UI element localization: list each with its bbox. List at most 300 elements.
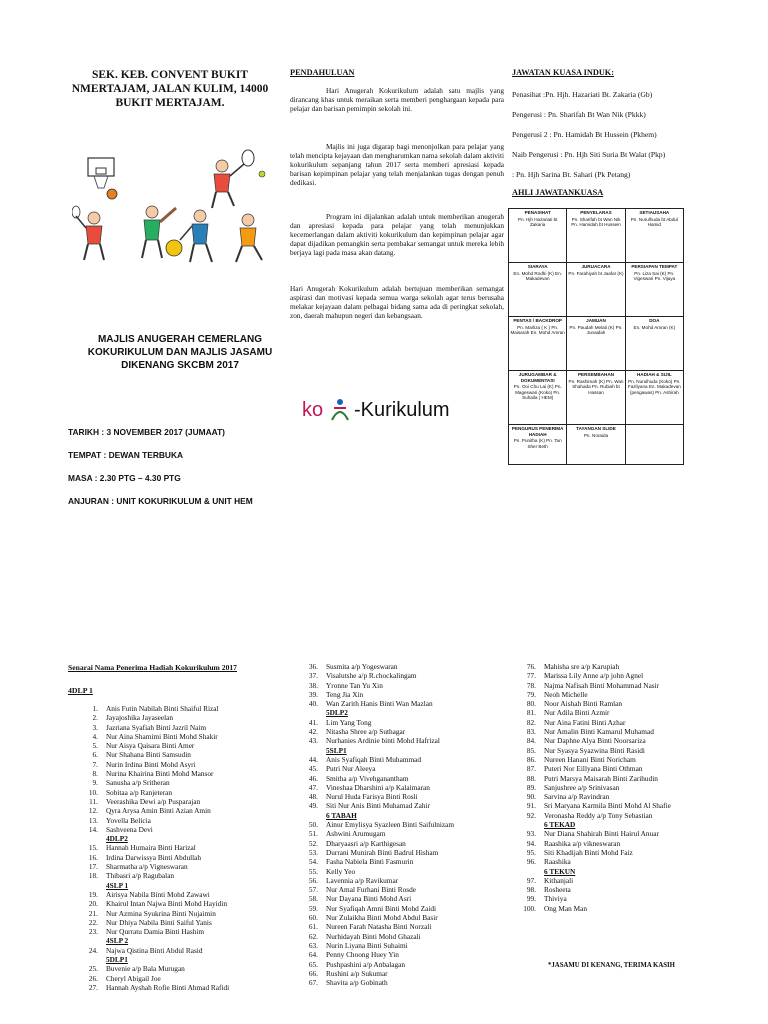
recipient-row bbox=[70, 704, 229, 713]
recipient-name: Nur Dayana Binti Mohd Asri bbox=[326, 894, 412, 904]
recipient-number: 79. bbox=[526, 689, 536, 699]
recipient-row bbox=[508, 894, 671, 903]
event-title-line: MAJLIS ANUGERAH CEMERLANG bbox=[97, 334, 263, 345]
recipient-name: Nurhanies Ardinie binti Mohd Hafrizal bbox=[326, 736, 440, 746]
recipient-number: 90. bbox=[526, 792, 536, 802]
recipient-number: 25. bbox=[88, 964, 98, 974]
recipient-name: Shavita a/p Gobinath bbox=[326, 978, 388, 988]
ajk-role: SIARAYA bbox=[527, 264, 548, 269]
recipient-number: 53. bbox=[308, 847, 318, 857]
event-time: MASA : 2.30 PTG – 4.30 PTG bbox=[68, 473, 181, 483]
recipient-name: Vineshaa Dharshini a/p Kalaimaran bbox=[326, 782, 430, 792]
ajk-role: PENTAS / BACKDROP bbox=[513, 318, 562, 323]
ajk-cell bbox=[567, 209, 625, 263]
recipient-number: 86. bbox=[526, 754, 536, 764]
recipient-name: Yronne Tan Yu Xin bbox=[326, 680, 383, 690]
ajk-cell bbox=[567, 371, 625, 425]
ajk-cell bbox=[567, 263, 625, 317]
recipient-name: Sanjushree a/p Srinivasan bbox=[544, 782, 620, 792]
recipient-name: Nurina Khairina Binti Mohd Mansor bbox=[106, 769, 214, 779]
recipient-row bbox=[70, 778, 229, 787]
recipient-row bbox=[290, 681, 454, 690]
recipient-number bbox=[70, 834, 106, 843]
recipient-number: 67. bbox=[308, 978, 318, 988]
recipient-number: 39. bbox=[308, 689, 318, 699]
recipient-row bbox=[70, 732, 229, 741]
ajk-role: JURUACARA bbox=[581, 264, 611, 269]
recipient-row bbox=[70, 825, 229, 834]
main-committee-heading: JAWATAN KUASA INDUK: bbox=[512, 68, 615, 77]
recipient-name: Nitasha Shree a/p Suthagar bbox=[326, 727, 406, 737]
recipient-name: Veerashika Dewi a/p Pusparajan bbox=[106, 796, 201, 806]
recipients-column-3 bbox=[508, 662, 671, 913]
recipient-row bbox=[290, 932, 454, 941]
group-label: 5SLP1 bbox=[326, 745, 347, 755]
group-label: 4SLP 1 bbox=[106, 880, 129, 890]
recipient-number: 58. bbox=[308, 894, 318, 904]
recipient-row bbox=[508, 774, 671, 783]
group-label: 6 TABAH bbox=[326, 810, 357, 820]
recipient-row bbox=[70, 843, 229, 852]
recipient-name: Nur Amalin Binti Kamarul Muhamad bbox=[544, 727, 654, 737]
recipient-number bbox=[70, 936, 106, 945]
recipient-number: 10. bbox=[88, 787, 98, 797]
group-label: 4SLP 2 bbox=[106, 936, 129, 946]
recipient-row bbox=[70, 983, 229, 992]
recipient-number: 43. bbox=[308, 736, 318, 746]
recipient-row bbox=[508, 755, 671, 764]
recipient-number bbox=[290, 708, 326, 717]
recipient-name: Fasha Nabiela Binti Fasmurin bbox=[326, 857, 414, 867]
recipient-number: 23. bbox=[88, 927, 98, 937]
recipient-name: Sri Maryana Karmila Binti Mohd Al Shafie bbox=[544, 801, 671, 811]
ajk-heading: AHLI JAWATANKUASA bbox=[512, 188, 604, 197]
recipient-row bbox=[290, 736, 454, 745]
recipient-name: Veronasha Reddy a/p Tony Sebastian bbox=[544, 810, 653, 820]
recipient-number: 81. bbox=[526, 708, 536, 718]
recipient-name: Ainur Emylisya Syazleen Binti Saifulnizam bbox=[326, 820, 455, 830]
committee-line: Naib Pengerusi : Pn. Hjh Siti Suria Bt Walat (Pkp) bbox=[512, 150, 666, 159]
recipient-number bbox=[290, 811, 326, 820]
recipient-row bbox=[70, 788, 229, 797]
recipient-number: 87. bbox=[526, 764, 536, 774]
recipient-number bbox=[290, 746, 326, 755]
recipient-number: 96. bbox=[526, 857, 536, 867]
recipient-number: 15. bbox=[88, 843, 98, 853]
ajk-members: Pn. Liza Sai (K) Pn. Vigeswari Pn. Vijaya bbox=[633, 270, 676, 281]
recipient-row bbox=[290, 690, 454, 699]
committee-line: : Pn. Hjh Sarina Bt. Sahari (Pk Petang) bbox=[512, 170, 631, 179]
recipients-column-2 bbox=[290, 662, 454, 987]
recipient-number: 36. bbox=[308, 662, 318, 671]
recipient-name: Siti Nur Anis Binti Muhamad Zahir bbox=[326, 801, 430, 811]
recipient-row bbox=[290, 857, 454, 866]
recipient-number bbox=[508, 867, 544, 876]
ajk-members: Pn. Paudah Melati (K) Pn. Junaidah bbox=[569, 324, 623, 335]
recipient-name: Hannah Ayshah Rofie Binti Ahmad Rafidi bbox=[106, 982, 230, 992]
recipient-row bbox=[290, 783, 454, 792]
recipient-number: 47. bbox=[308, 782, 318, 792]
recipient-row bbox=[508, 718, 671, 727]
recipient-name: Nurhidayah Binti Mohd Ghazali bbox=[326, 931, 421, 941]
ajk-members: En. Mohd Amran (K) bbox=[633, 324, 676, 330]
footnote: *JASAMU DI KENANG, TERIMA KASIH bbox=[548, 962, 675, 969]
recipient-name: Lavennia a/p Ravikumar bbox=[326, 875, 399, 885]
recipient-name: Nur Zulaikha Binti Mohd Abdul Basir bbox=[326, 913, 438, 923]
group-heading bbox=[508, 867, 671, 876]
recipient-number: 38. bbox=[308, 680, 318, 690]
recipient-row bbox=[70, 760, 229, 769]
recipient-number: 17. bbox=[88, 862, 98, 872]
recipient-name: Nur Diana Shahirah Binti Hairul Anuar bbox=[544, 829, 659, 839]
recipient-number: 4. bbox=[92, 731, 98, 741]
recipient-number: 49. bbox=[308, 801, 318, 811]
recipient-row bbox=[70, 974, 229, 983]
recipient-name: Teng Jia Xin bbox=[326, 689, 364, 699]
recipient-row bbox=[70, 862, 229, 871]
recipient-number: 89. bbox=[526, 782, 536, 792]
recipient-row bbox=[290, 969, 454, 978]
recipient-number: 20. bbox=[88, 899, 98, 909]
recipient-row bbox=[290, 662, 454, 671]
recipient-number: 42. bbox=[308, 727, 318, 737]
recipient-row bbox=[290, 839, 454, 848]
recipient-name: Visalutshe a/p R.chockalingam bbox=[326, 671, 417, 681]
recipient-row bbox=[290, 867, 454, 876]
recipient-number: 95. bbox=[526, 847, 536, 857]
recipient-number: 65. bbox=[308, 959, 318, 969]
recipient-number: 51. bbox=[308, 829, 318, 839]
recipient-number: 98. bbox=[526, 885, 536, 895]
recipient-name: Najma Nafisah Binti Mohammad Nasir bbox=[544, 680, 660, 690]
recipient-row bbox=[508, 662, 671, 671]
recipient-number: 11. bbox=[89, 796, 98, 806]
recipient-number: 21. bbox=[88, 908, 98, 918]
event-title bbox=[60, 333, 300, 372]
recipient-name: Rushini a/p Sukumar bbox=[326, 968, 388, 978]
ajk-role: JAMUAN bbox=[586, 318, 606, 323]
ajk-members: Pn. Nurulhuda bt Abdul Hamid bbox=[630, 216, 678, 227]
ajk-cell bbox=[509, 317, 567, 371]
recipient-name: Pushpashini a/p Anbalagan bbox=[326, 959, 406, 969]
recipient-name: Thibasri a/p Ragubalan bbox=[106, 871, 175, 881]
recipient-name: Siti Khadijah Binti Mohd Faiz bbox=[544, 847, 633, 857]
recipient-number: 66. bbox=[308, 968, 318, 978]
recipient-row bbox=[290, 699, 454, 708]
ajk-role: HADIAH & SIJIL bbox=[636, 372, 672, 377]
recipient-row bbox=[290, 718, 454, 727]
recipient-row bbox=[508, 801, 671, 810]
recipients-heading: Senarai Nama Penerima Hadiah Kokurikulum 2017 bbox=[68, 663, 237, 672]
recipient-row bbox=[508, 708, 671, 717]
recipient-number: 44. bbox=[308, 754, 318, 764]
recipient-row bbox=[70, 909, 229, 918]
recipient-row bbox=[70, 964, 229, 973]
recipient-name: Nur Azmina Syukrina Binti Nujaimin bbox=[106, 908, 216, 918]
recipient-row bbox=[290, 820, 454, 829]
recipient-number: 3. bbox=[92, 722, 98, 732]
recipient-name: Ong Man Man bbox=[544, 903, 587, 913]
recipient-name: Yovella Belicia bbox=[106, 815, 151, 825]
group-heading bbox=[290, 746, 454, 755]
recipient-number: 12. bbox=[88, 806, 98, 816]
recipient-number: 57. bbox=[308, 885, 318, 895]
recipient-name: Rosheeta bbox=[544, 885, 571, 895]
recipient-row bbox=[508, 736, 671, 745]
svg-text:ko: ko bbox=[302, 399, 324, 421]
recipient-row bbox=[70, 713, 229, 722]
recipient-number: 92. bbox=[526, 810, 536, 820]
recipient-number: 8. bbox=[92, 769, 98, 779]
recipients-column-1 bbox=[70, 704, 229, 992]
ajk-role: JURUGAMBAR & DOKUMENTASI bbox=[518, 372, 557, 383]
group-heading bbox=[508, 820, 671, 829]
recipient-row bbox=[508, 904, 671, 913]
recipient-name: Nur Syasya Syazwina Binti Rasidi bbox=[544, 745, 645, 755]
recipient-name: Nur Aina Fatini Binti Azhar bbox=[544, 717, 626, 727]
ajk-members: Pn. Sharifah bt Wan Nik Pn. Hamidah bt Hussein bbox=[571, 216, 621, 227]
recipient-row bbox=[290, 885, 454, 894]
ajk-role: DOA bbox=[649, 318, 660, 323]
recipient-row bbox=[70, 899, 229, 908]
recipient-name: Sobitaa a/p Ranjeteran bbox=[106, 787, 173, 797]
event-venue: TEMPAT : DEWAN TERBUKA bbox=[68, 450, 184, 460]
recipient-number bbox=[70, 881, 106, 890]
group-heading bbox=[290, 811, 454, 820]
recipient-number: 41. bbox=[308, 717, 318, 727]
recipient-number: 5. bbox=[92, 741, 98, 751]
recipient-name: Sashveena Devi bbox=[106, 824, 153, 834]
intro-paragraph: Majlis ini juga digarap bagi menonjolkan para pelajar yang telah mencipta kejayaan dan mengharumkan nama sekolah dalam aktiviti kokurikulum sepanjang tahun 2017 serta memberi apresiasi kepada barisan kepimpinan pelajar yang telah menjalankan tugas dengan penuh dedikasi. bbox=[290, 142, 504, 188]
recipient-row bbox=[290, 904, 454, 913]
recipient-number: 59. bbox=[308, 903, 318, 913]
recipient-name: Khairul Intan Najwa Binti Mohd Hayidin bbox=[106, 899, 227, 909]
recipient-row bbox=[70, 797, 229, 806]
recipient-number bbox=[70, 955, 106, 964]
recipient-row bbox=[290, 960, 454, 969]
recipient-number: 1. bbox=[92, 704, 98, 713]
recipient-number: 62. bbox=[308, 931, 318, 941]
recipient-name: Buvenie a/p Bala Murugan bbox=[106, 964, 185, 974]
recipient-row bbox=[508, 792, 671, 801]
recipient-name: Nur Amal Furhani Binti Rosde bbox=[326, 885, 416, 895]
ajk-cell bbox=[509, 425, 567, 465]
recipient-name: Nur Aina Shamimi Binti Mohd Shakir bbox=[106, 731, 218, 741]
recipient-number: 37. bbox=[308, 671, 318, 681]
ajk-cell bbox=[625, 371, 683, 425]
recipient-name: Raashika bbox=[544, 857, 571, 867]
ajk-cell bbox=[509, 371, 567, 425]
recipient-number: 18. bbox=[88, 871, 98, 881]
recipient-row bbox=[508, 783, 671, 792]
recipient-name: Susmita a/p Yogeswaran bbox=[326, 662, 398, 671]
recipient-row bbox=[508, 848, 671, 857]
group-heading bbox=[70, 834, 229, 843]
ajk-role: PENGURUS PENERIMA HADIAH bbox=[511, 426, 564, 437]
recipient-row bbox=[508, 746, 671, 755]
recipient-row bbox=[70, 769, 229, 778]
recipient-row bbox=[70, 871, 229, 880]
recipient-name: Kithanjali bbox=[544, 875, 574, 885]
event-date: TARIKH : 3 NOVEMBER 2017 (JUMAAT) bbox=[68, 427, 225, 437]
school-line: BUKIT MERTAJAM. bbox=[115, 97, 225, 109]
recipient-row bbox=[508, 727, 671, 736]
ajk-members: Pn. Rashimah (K) Pn. Wan Shahada Pn. Rubiah bt Hassan bbox=[568, 378, 624, 395]
recipient-number: 14. bbox=[88, 824, 98, 834]
recipient-name: Thiviya bbox=[544, 894, 567, 904]
recipient-row bbox=[508, 876, 671, 885]
recipient-number: 99. bbox=[526, 894, 536, 904]
recipient-row bbox=[290, 876, 454, 885]
ajk-role: PENASIHAT bbox=[524, 210, 551, 215]
recipient-row bbox=[290, 922, 454, 931]
kokurikulum-logo bbox=[302, 390, 492, 430]
recipient-number: 48. bbox=[308, 792, 318, 802]
recipient-name: Cheryl Abigail Joe bbox=[106, 973, 161, 983]
recipient-row bbox=[508, 681, 671, 690]
recipient-number: 27. bbox=[88, 982, 98, 992]
recipient-name: Irdina Darwissya Binti Abdullah bbox=[106, 852, 202, 862]
recipient-number: 54. bbox=[308, 857, 318, 867]
event-title-line: KOKURIKULUM DAN MAJLIS JASAMU bbox=[87, 347, 273, 358]
recipient-number: 60. bbox=[308, 913, 318, 923]
recipient-number: 63. bbox=[308, 940, 318, 950]
committee-line: Pengerusi 2 : Pn. Hamidah Bt Hussein (Pkhem) bbox=[512, 130, 657, 139]
ajk-role: PERSIAPAN TEMPAT bbox=[631, 264, 678, 269]
recipient-row bbox=[508, 829, 671, 838]
ajk-members: En. Mohd Rodhi (K) En. Makadevan bbox=[513, 270, 562, 281]
sports-illustration bbox=[72, 148, 272, 268]
recipient-name: Lim Yang Tong bbox=[326, 717, 372, 727]
recipient-name: Airisya Nabila Binti Mohd Zawawi bbox=[106, 889, 210, 899]
recipient-row bbox=[290, 774, 454, 783]
recipient-number: 22. bbox=[88, 917, 98, 927]
ajk-cell bbox=[625, 209, 683, 263]
group-label: 6 TEKAD bbox=[544, 820, 576, 830]
school-line: SEK. KEB. CONVENT BUKIT bbox=[91, 69, 249, 81]
ajk-cell bbox=[567, 317, 625, 371]
committee-line: Pengerusi : Pn. Sharifah Bt Wan Nik (Pkkk) bbox=[512, 110, 646, 119]
recipient-row bbox=[508, 671, 671, 680]
ajk-role: SETIAUSAHA bbox=[639, 210, 670, 215]
recipient-name: Hannah Humaira Binti Harizal bbox=[106, 843, 196, 853]
ajk-members: Pn. Hjh Hazariati bt Zakaria bbox=[517, 216, 558, 227]
recipient-number: 94. bbox=[526, 838, 536, 848]
ajk-cell bbox=[509, 209, 567, 263]
recipient-name: Nur Aisya Qaisara Binti Amer bbox=[106, 741, 195, 751]
recipient-row bbox=[290, 727, 454, 736]
school-line: NMERTAJAM, JALAN KULIM, 14000 bbox=[71, 83, 269, 95]
recipient-name: Nurin Liyana Binti Suhaimi bbox=[326, 940, 408, 950]
kokurikulum-logo-mark bbox=[302, 390, 492, 430]
recipient-number: 52. bbox=[308, 838, 318, 848]
ajk-members: Pn. Ooi Chu Lai (K) Pn. Mageswari (Koko) Pn. Suhaila ( HEM) bbox=[513, 384, 562, 400]
recipient-name: Puteri Nor Eillyana Binti Othman bbox=[544, 764, 643, 774]
svg-text:-Kurikulum: -Kurikulum bbox=[354, 399, 450, 421]
group-label: 6 TEKUN bbox=[544, 866, 576, 876]
recipient-name: Nur Syafiqah Amni Binti Mohd Zaidi bbox=[326, 903, 437, 913]
recipient-name: Nureen Hanani Binti Noricham bbox=[544, 754, 636, 764]
recipient-row bbox=[290, 941, 454, 950]
recipient-number: 13. bbox=[88, 815, 98, 825]
recipient-number: 93. bbox=[526, 829, 536, 839]
recipient-name: Penny Choong Huey Yin bbox=[326, 950, 399, 960]
ajk-role: PENYELARAS bbox=[580, 210, 612, 215]
recipient-number: 61. bbox=[308, 922, 318, 932]
recipient-row bbox=[290, 978, 454, 987]
recipient-name: Smitha a/p Vivehganantham bbox=[326, 773, 409, 783]
ajk-cell bbox=[625, 425, 683, 465]
recipient-row bbox=[508, 690, 671, 699]
recipient-name: Qyra Arysa Amin Binti Azian Amin bbox=[106, 806, 211, 816]
group-heading: 4DLP 1 bbox=[68, 686, 93, 695]
recipient-row bbox=[70, 946, 229, 955]
recipient-row bbox=[508, 699, 671, 708]
recipient-name: Jazriana Syafiah Binti Jazril Naim bbox=[106, 722, 207, 732]
recipient-row bbox=[70, 853, 229, 862]
recipient-row bbox=[290, 950, 454, 959]
recipient-row bbox=[290, 671, 454, 680]
recipient-number: 9. bbox=[92, 778, 98, 788]
recipient-number: 83. bbox=[526, 727, 536, 737]
recipient-name: Kelly Yeo bbox=[326, 866, 356, 876]
recipient-name: Wan Zarith Hanis Binti Wan Mazlan bbox=[326, 699, 433, 709]
recipient-name: Neoh Michelle bbox=[544, 689, 588, 699]
intro-heading: PENDAHULUAN bbox=[290, 68, 355, 77]
recipient-name: Mahisha sre a/p Karupiah bbox=[544, 662, 620, 671]
recipient-name: Jayajoshika Jayaseelan bbox=[106, 713, 174, 723]
event-title-line: DIKENANG SKCBM 2017 bbox=[121, 360, 239, 371]
recipient-number: 64. bbox=[308, 950, 318, 960]
recipient-row bbox=[70, 806, 229, 815]
group-heading bbox=[70, 936, 229, 945]
recipient-name: Raashika a/p vikneswaran bbox=[544, 838, 621, 848]
recipient-number: 7. bbox=[92, 759, 98, 769]
recipient-row bbox=[290, 792, 454, 801]
recipient-number: 77. bbox=[526, 671, 536, 681]
recipient-name: Durrani Munirah Binti Badrul Hisham bbox=[326, 847, 439, 857]
ajk-members: Pn. Punitha (K) Pn. Tan Sher Beth bbox=[513, 438, 562, 449]
recipient-number: 50. bbox=[308, 820, 318, 830]
recipient-name: Putri Nur Aleeya bbox=[326, 764, 376, 774]
recipient-number: 2. bbox=[92, 713, 98, 723]
recipient-name: Nur Qurratu Damia Binti Hashim bbox=[106, 927, 205, 937]
recipient-name: Anis Syafiqah Binti Muhammad bbox=[326, 754, 422, 764]
recipient-row bbox=[290, 755, 454, 764]
intro-paragraph: Hari Anugerah Kokurikulum adalah satu majlis yang dirancang khas untuk meraikan serta memberi penghargaan kepada para pelajar dan barisan pemimpin sekolah ini. bbox=[290, 86, 504, 114]
ajk-members: Pn. Nurulhuda (Koko) Pn. Fazliyana En. Makadevan (pengawas) Pn. Ashirah bbox=[627, 378, 681, 395]
recipient-number: 80. bbox=[526, 699, 536, 709]
recipient-name: Sanusha a/p Sritheran bbox=[106, 778, 170, 788]
ajk-members: Pn. Noraida bbox=[583, 432, 609, 438]
recipient-name: Nur Daphne Alya Binti Noorsariza bbox=[544, 736, 646, 746]
recipient-name: Nurin Irdina Binti Mohd Asyri bbox=[106, 759, 196, 769]
ajk-role: TAYANGAN SLIDE bbox=[576, 426, 616, 431]
recipient-row bbox=[508, 839, 671, 848]
recipient-row bbox=[508, 857, 671, 866]
recipient-name: Noor Aishah Binti Ramlan bbox=[544, 699, 623, 709]
recipient-name: Anis Futin Nabilah Binti Shaiful Rizal bbox=[106, 704, 219, 713]
group-label: 4DLP2 bbox=[106, 834, 128, 844]
recipient-row bbox=[290, 764, 454, 773]
recipient-row bbox=[70, 890, 229, 899]
recipient-name: Najwa Qistina Binti Abdul Rasid bbox=[106, 945, 203, 955]
recipient-row bbox=[70, 723, 229, 732]
recipient-number: 76. bbox=[526, 662, 536, 671]
group-label: 5DLP1 bbox=[106, 955, 128, 965]
recipient-row bbox=[70, 918, 229, 927]
recipient-number: 78. bbox=[526, 680, 536, 690]
